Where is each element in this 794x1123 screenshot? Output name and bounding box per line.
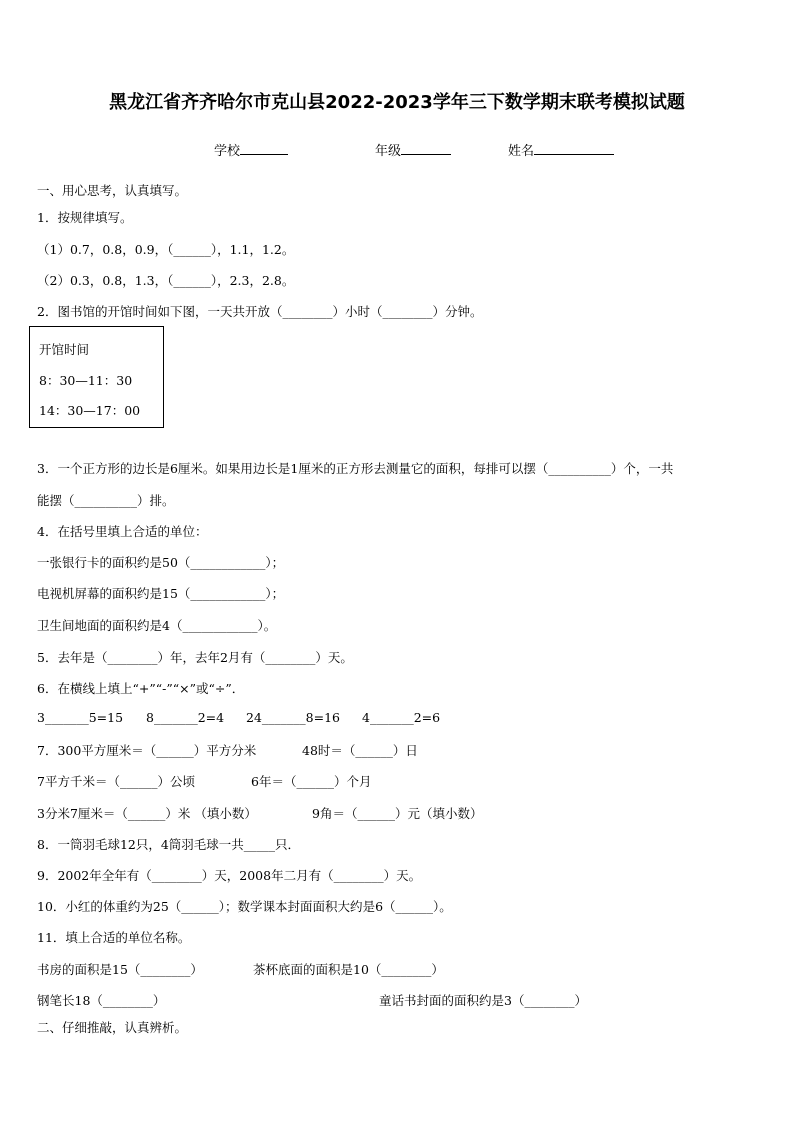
- grade-blank[interactable]: [401, 141, 451, 155]
- school-blank[interactable]: [240, 141, 288, 155]
- question-4-item-2: 电视机屏幕的面积约是15（____________）；: [37, 586, 285, 601]
- question-5: 5．去年是（________）年，去年2月有（________）天。: [37, 650, 353, 665]
- question-1-part-1: （1）0.7，0.8，0.9，（______），1.1，1.2。: [37, 242, 295, 257]
- name-label: 姓名: [508, 144, 535, 159]
- opening-hours-afternoon: 14：30—17：00: [39, 403, 141, 418]
- question-1-part-2: （2）0.3，0.8，1.3，（______），2.3，2.8。: [37, 273, 295, 288]
- opening-hours-heading: 开馆时间: [39, 342, 90, 357]
- grade-field[interactable]: [375, 140, 451, 159]
- opening-hours-box: [29, 326, 164, 428]
- question-3-continued: 能摆（__________）排。: [37, 493, 175, 508]
- question-10: 10．小红的体重约为25（______）；数学课本封面面积大约是6（______）。: [37, 899, 452, 914]
- question-6-item-3: 24_______8=16: [246, 710, 340, 725]
- question-6-item-1: 3_______5=15: [37, 710, 124, 725]
- question-8: 8．一筒羽毛球12只，4筒羽毛球一共_____只．: [37, 837, 301, 852]
- question-11-item-1: 书房的面积是15（________）: [37, 962, 203, 977]
- question-2: 2．图书馆的开馆时间如下图，一天共开放（________）小时（________）分钟。: [37, 304, 483, 319]
- question-7-item-3: 7平方千米＝（______）公顷: [37, 774, 195, 789]
- opening-hours-morning: 8：30—11：30: [39, 373, 133, 388]
- question-6-item-4: 4_______2=6: [362, 710, 441, 725]
- question-11-item-3: 钢笔长18（________）: [37, 993, 166, 1008]
- question-4-item-3: 卫生间地面的面积约是4（____________）。: [37, 618, 277, 633]
- question-7-item-1: 7．300平方厘米＝（______）平方分米: [37, 743, 257, 758]
- grade-label: 年级: [375, 144, 402, 159]
- question-7-item-6: 9角＝（______）元（填小数）: [312, 806, 483, 821]
- question-7-item-2: 48时＝（______）日: [302, 743, 418, 758]
- section-heading: 一、用心思考，认真填写。: [37, 183, 188, 198]
- question-6: 6．在横线上填上“+”“-”“×”或“÷”．: [37, 681, 245, 696]
- school-field[interactable]: [214, 140, 288, 159]
- name-field[interactable]: [508, 140, 614, 159]
- question-6-item-2: 8_______2=4: [146, 710, 225, 725]
- question-1: 1．按规律填写。: [37, 210, 133, 225]
- question-9: 9．2002年全年有（________）天，2008年二月有（________）天。: [37, 868, 422, 883]
- question-4-item-1: 一张银行卡的面积约是50（____________）；: [37, 555, 285, 570]
- question-7-item-5: 3分米7厘米＝（______）米 （填小数）: [37, 806, 257, 821]
- section-2-heading: 二、仔细推敲，认真辨析。: [37, 1020, 188, 1035]
- question-7-item-4: 6年＝（______）个月: [251, 774, 372, 789]
- question-4: 4．在括号里填上合适的单位：: [37, 524, 208, 539]
- question-11-item-2: 茶杯底面的面积是10（________）: [253, 962, 444, 977]
- question-11-item-4: 童话书封面的面积约是3（________）: [379, 993, 587, 1008]
- question-3: 3．一个正方形的边长是6厘米。如果用边长是1厘米的正方形去测量它的面积，每排可以摆（__________）个，一共: [37, 461, 674, 476]
- name-blank[interactable]: [534, 141, 614, 155]
- page-title: 黑龙江省齐齐哈尔市克山县2022-2023学年三下数学期末联考模拟试题: [109, 92, 685, 113]
- school-label: 学校: [214, 144, 241, 159]
- question-11: 11．填上合适的单位名称。: [37, 930, 191, 945]
